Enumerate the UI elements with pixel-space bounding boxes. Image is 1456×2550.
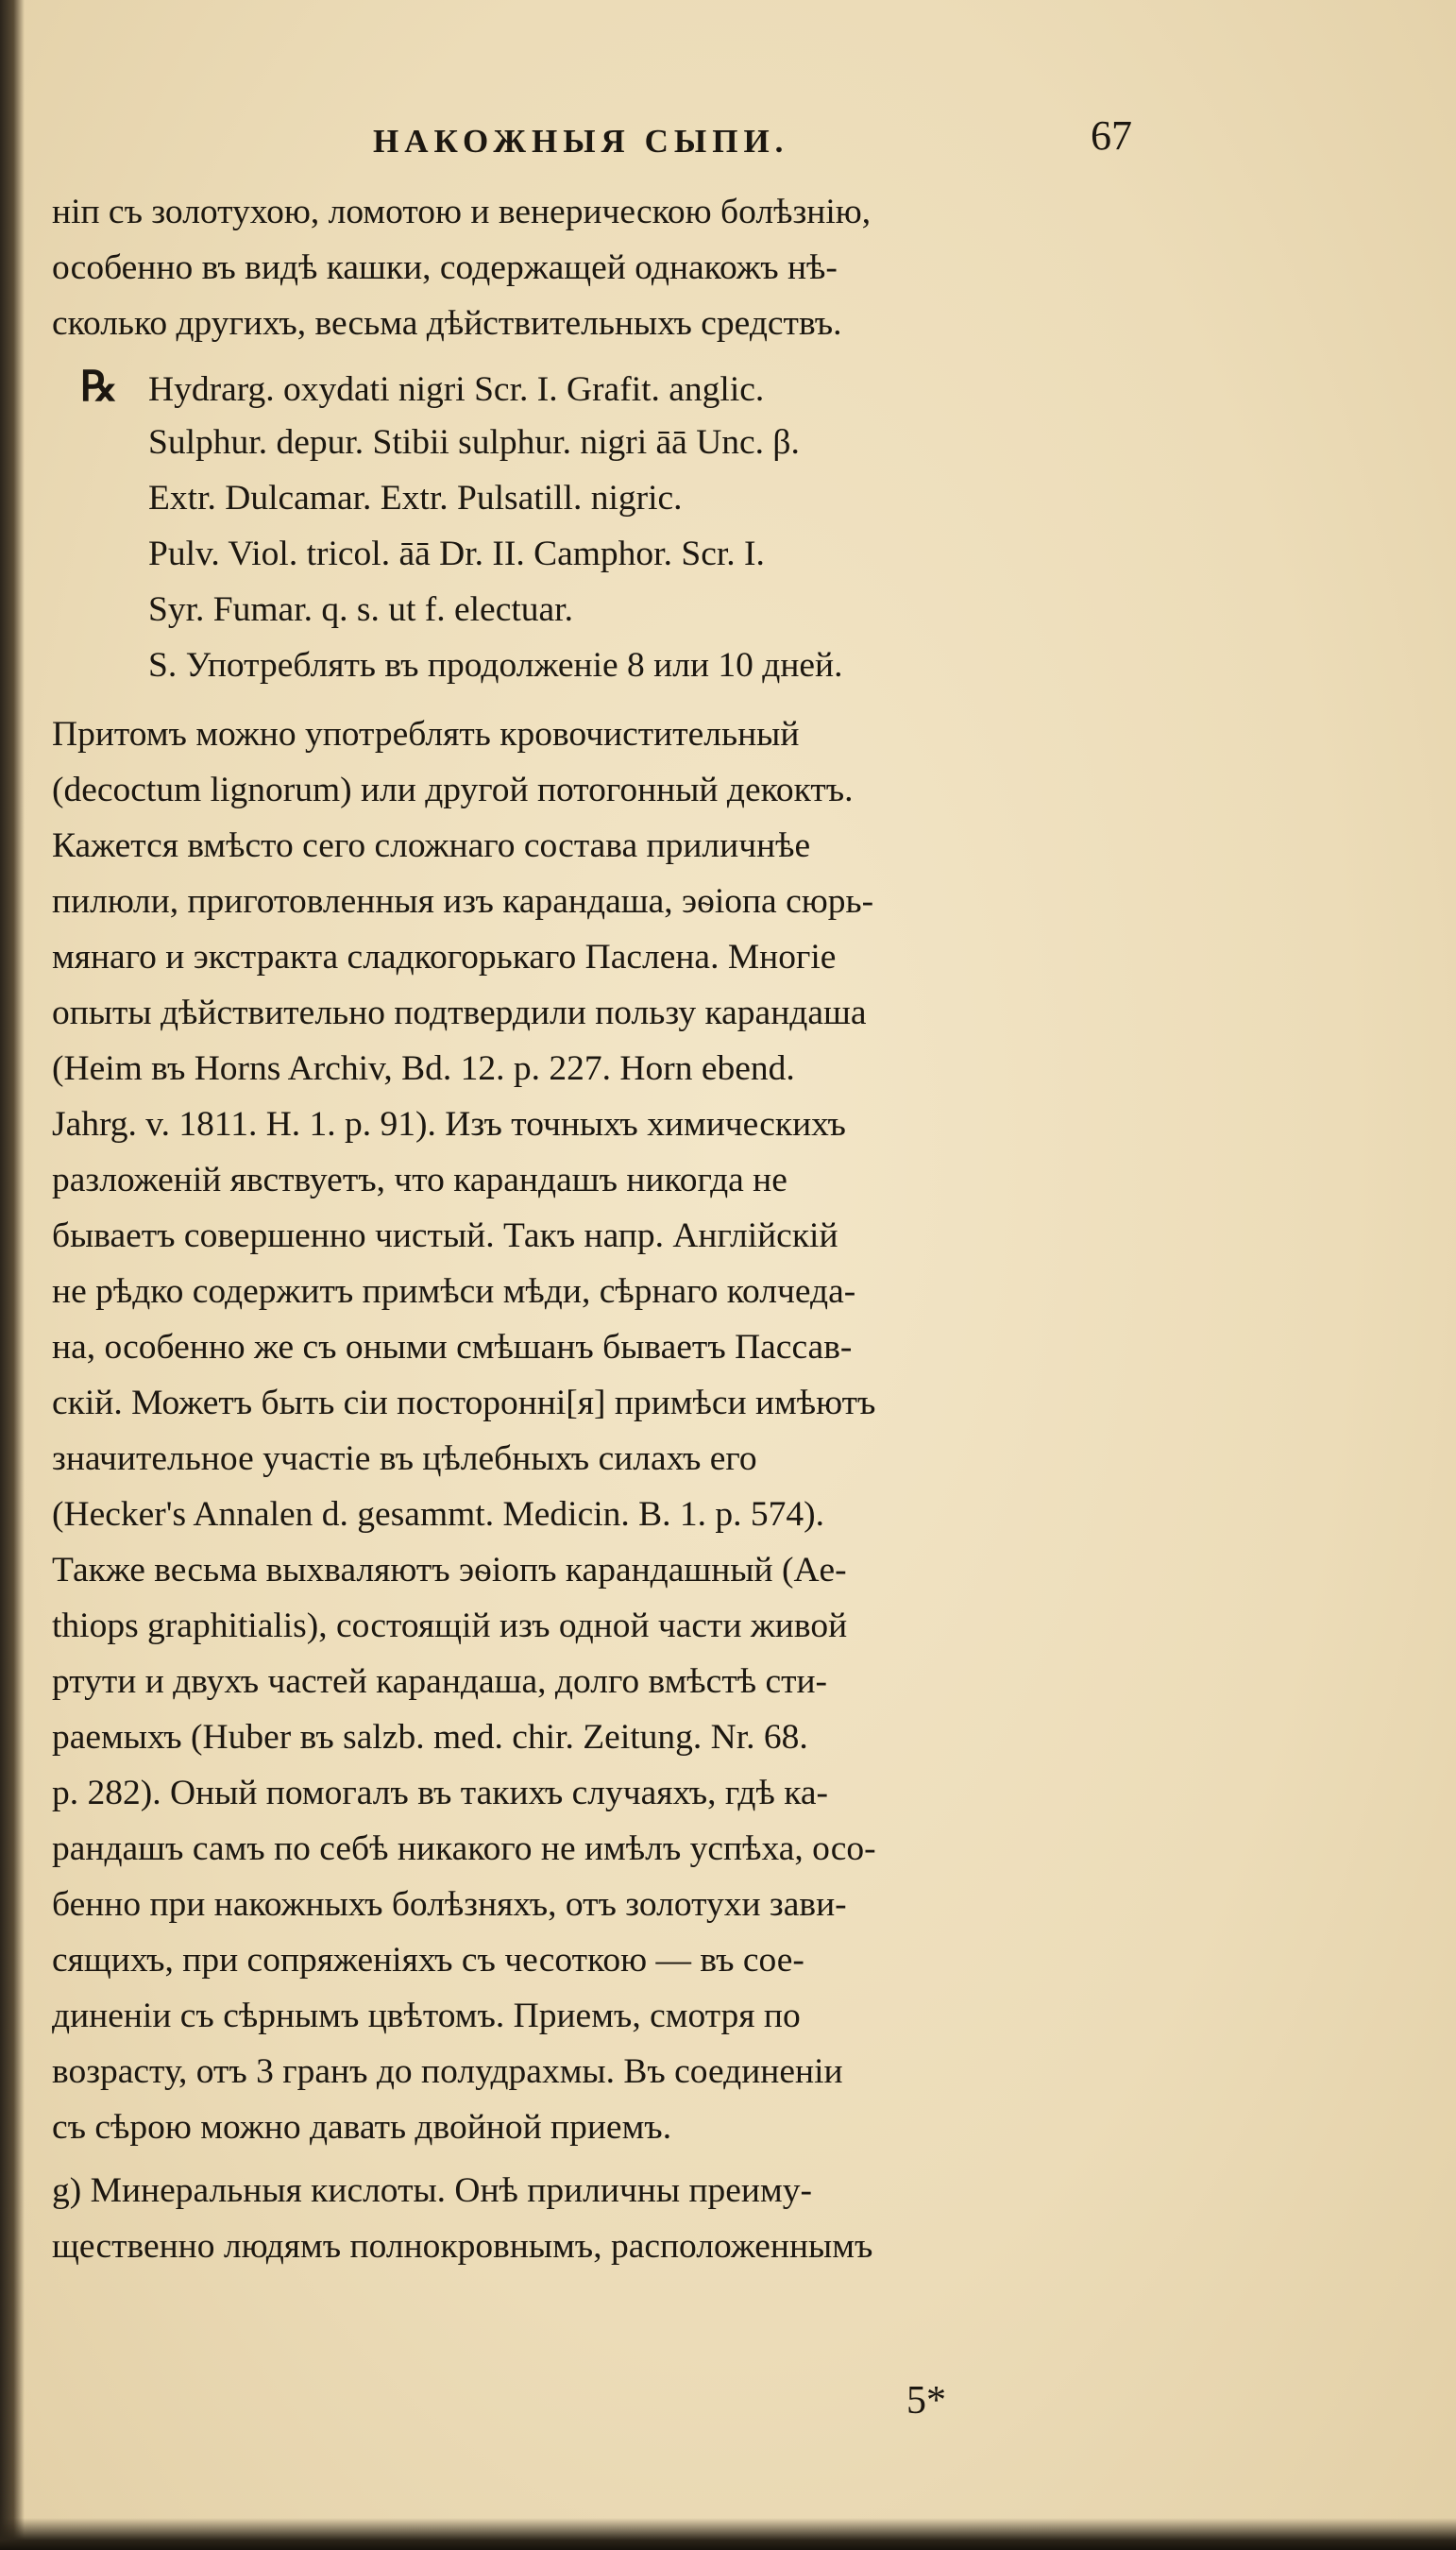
text-line: ртути и двухъ частей карандаша, долго вмѣстѣ сти- — [52, 1662, 828, 1701]
text-line: раемыхъ (Huber въ salzb. med. chir. Zeitung. Nr. 68. — [52, 1718, 808, 1757]
prescription-line: Sulphur. depur. Stibii sulphur. nigri āā Unc. β. — [148, 423, 800, 462]
prescription-line: Pulv. Viol. tricol. āā Dr. II. Camphor. Scr. I. — [148, 535, 765, 573]
text-line: на, особенно же съ оными смѣшанъ бываетъ Пассав- — [52, 1328, 853, 1367]
text-line: сколько другихъ, весьма дѣйствительныхъ средствъ. — [52, 304, 842, 343]
text-line: скій. Можетъ быть сіи посторонні[я] примѣси имѣютъ — [52, 1384, 876, 1422]
text-line: Притомъ можно употреблять кровочистительный — [52, 715, 800, 754]
intro-paragraph — [52, 184, 1147, 351]
section-g-paragraph — [52, 2163, 1147, 2274]
text-line: g) Минеральныя кислоты. Онѣ приличны преиму- — [52, 2171, 812, 2210]
page-header — [0, 111, 1456, 168]
text-line: (Hecker's Annalen d. gesammt. Medicin. B. 1. p. 574). — [52, 1495, 825, 1534]
prescription-line — [52, 359, 1147, 415]
text-line: опыты дѣйствительно подтвердили пользу карандаша — [52, 994, 867, 1032]
text-line: Jahrg. v. 1811. H. 1. p. 91). Изъ точныхъ химическихъ — [52, 1105, 846, 1144]
text-line: сящихъ, при сопряженіяхъ съ чесоткою — въ сое- — [52, 1941, 804, 1980]
text-line: бываетъ совершенно чистый. Такъ напр. Англійскій — [52, 1216, 838, 1255]
text-line: пилюли, приготовленныя изъ карандаша, эѳіопа сюрь- — [52, 882, 874, 921]
text-line: бенно при накожныхъ болѣзняхъ, отъ золотухи зави- — [52, 1885, 847, 1924]
main-paragraph — [52, 706, 1147, 2155]
text-line: особенно въ видѣ кашки, содержащей однакожъ нѣ- — [52, 248, 838, 287]
text-line: разложеній явствуетъ, что карандашъ никогда не — [52, 1161, 787, 1199]
page-body — [52, 184, 1147, 2274]
text-line: (Heim въ Horns Archiv, Bd. 12. p. 227. Horn ebend. — [52, 1049, 795, 1088]
prescription-text: Hydrarg. oxydati nigri Scr. I. Grafit. anglic. — [148, 370, 765, 409]
text-line: ніп съ золотухою, ломотою и венерическою болѣзнію, — [52, 193, 872, 231]
prescription-line: Syr. Fumar. q. s. ut f. electuar. — [148, 590, 573, 629]
text-line: (decoctum lignorum) или другой потогонный декоктъ. — [52, 771, 854, 809]
prescription-block — [52, 359, 1147, 693]
page-bottom-edge — [0, 2518, 1456, 2550]
signature-mark: 5* — [906, 2379, 946, 2422]
text-line: диненіи съ сѣрнымъ цвѣтомъ. Приемъ, смотря по — [52, 1997, 801, 2035]
text-line: съ сѣрою можно давать двойной приемъ. — [52, 2108, 672, 2147]
page-number: 67 — [1091, 112, 1132, 159]
prescription-line: Extr. Dulcamar. Extr. Pulsatill. nigric. — [148, 479, 683, 518]
text-line: thiops graphitialis), состоящій изъ одной части живой — [52, 1606, 848, 1645]
page-binding-shadow — [0, 0, 25, 2550]
text-line: Кажется вмѣсто сего сложнаго состава приличнѣе — [52, 826, 811, 865]
text-line: p. 282). Оный помогалъ въ такихъ случаяхъ, гдѣ ка- — [52, 1774, 829, 1812]
text-line: Также весьма выхваляютъ эѳіопъ карандашный (Ae- — [52, 1551, 847, 1590]
text-line: значительное участіе въ цѣлебныхъ силахъ его — [52, 1439, 757, 1478]
text-line: не рѣдко содержитъ примѣси мѣди, сѣрнаго колчеда- — [52, 1272, 856, 1311]
text-line: возрасту, отъ 3 гранъ до полудрахмы. Въ соединеніи — [52, 2052, 843, 2091]
text-line: рандашъ самъ по себѣ никакого не имѣлъ успѣха, осо- — [52, 1829, 876, 1868]
prescription-signa: S. Употреблять въ продолженіе 8 или 10 дней. — [148, 646, 843, 685]
recipe-symbol-icon: ℞ — [80, 364, 118, 410]
text-line: мянаго и экстракта сладкогорькаго Паслена. Многіе — [52, 938, 837, 977]
running-title: НАКОЖНЫЯ СЫПИ. — [373, 123, 789, 160]
text-line: щественно людямъ полнокровнымъ, расположеннымъ — [52, 2227, 873, 2266]
